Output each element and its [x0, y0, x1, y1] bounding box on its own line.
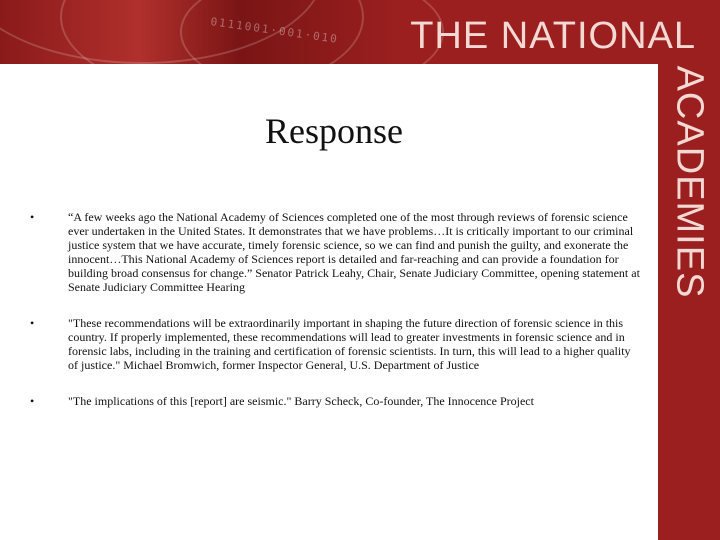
quote-text: “A few weeks ago the National Academy of Sciences completed one of the most through reviews of forensic science ever undertaken in the United States. It demonstrates that we have problems…It is critically important to our criminal justice system that we have accurate, timely forensic science, so we can find and punish the guilty, and exonerate the innocent…This National Academy of Sciences report is detailed and far-reaching and can provide a foundation for building broad consensus for change.” Senator Patrick Leahy, Chair, Senate Judiciary Committee, opening statement at Senate Judiciary Committee Hearing [68, 210, 640, 294]
brand-logo-line2-text: ACADEMIES [668, 65, 711, 299]
bullet-list [30, 210, 642, 430]
header-banner [0, 0, 720, 64]
list-item [30, 210, 642, 294]
bullet-icon: • [30, 394, 35, 408]
bullet-icon: • [30, 210, 35, 224]
brand-logo-line1: THE NATIONAL [410, 15, 696, 57]
brand-logo-line2 [666, 64, 712, 300]
list-item [30, 394, 642, 408]
banner-photo [0, 0, 400, 64]
quote-text: "The implications of this [report] are seismic." Barry Scheck, Co-founder, The Innocence Project [68, 394, 534, 408]
slide-title: Response [265, 111, 403, 151]
bullet-icon: • [30, 316, 35, 330]
quote-text: "These recommendations will be extraordinarily important in shaping the future direction of forensic science in this country. If properly implemented, these recommendations will lead to greater investments in forensic science and in forensic labs, including in the training and certification of forensic scientists. In turn, this will lead to a higher quality of justice." Michael Bromwich, former Inspector General, U.S. Department of Justice [68, 316, 631, 372]
banner-digit-pattern: 0111001·001·010 [209, 15, 340, 46]
list-item [30, 316, 642, 372]
